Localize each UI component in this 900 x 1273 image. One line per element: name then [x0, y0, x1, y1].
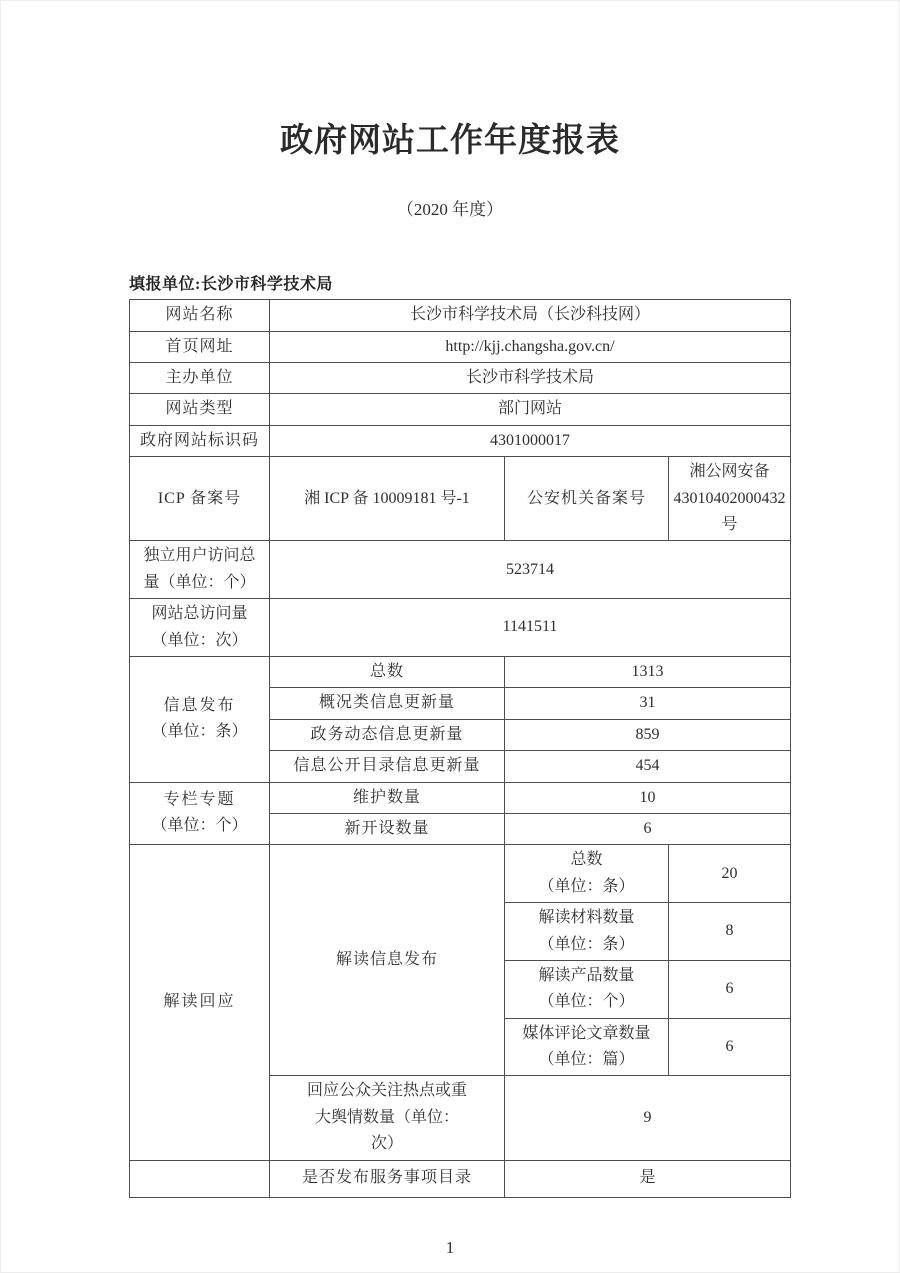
interpretation-item-name: 解读材料数量 — [538, 909, 635, 927]
empty-cell — [130, 1160, 270, 1197]
homepage-url-label: 首页网址 — [130, 331, 270, 362]
icp-label: ICP 备案号 — [130, 457, 270, 541]
special-columns-section-name: 专栏专题 — [163, 791, 236, 809]
report-title: 政府网站工作年度报表 — [280, 120, 620, 159]
interpretation-item-name: 解读产品数量 — [538, 966, 635, 984]
info-publish-item-label: 总数 — [270, 656, 505, 687]
interpretation-item-label — [505, 845, 669, 903]
info-publish-item-value: 31 — [505, 688, 791, 719]
info-publish-item-label: 政务动态信息更新量 — [270, 719, 505, 750]
info-publish-section-unit: （单位：条） — [151, 723, 248, 741]
interpretation-item-name: 总数 — [570, 851, 603, 869]
table-row-site-code — [130, 425, 791, 456]
police-record-value-text: 湘公网安备 43010402000432 号 — [673, 463, 786, 534]
special-columns-section-unit: （单位：个） — [151, 817, 248, 835]
interpretation-item-value: 20 — [669, 845, 791, 903]
report-year-subtitle: （2020 年度） — [396, 200, 504, 220]
interpretation-item-unit: （单位：篇） — [538, 1051, 635, 1069]
table-row-service-catalog — [130, 1160, 791, 1197]
interpretation-item-unit: （单位：条） — [538, 877, 635, 895]
special-columns-item-value: 6 — [505, 813, 791, 844]
interpretation-publish-label: 解读信息发布 — [270, 845, 505, 1076]
table-row-total-visits — [130, 599, 791, 657]
site-code-label: 政府网站标识码 — [130, 425, 270, 456]
site-type-label: 网站类型 — [130, 394, 270, 425]
total-visits-value: 1141511 — [270, 599, 791, 657]
interpretation-item-name: 媒体评论文章数量 — [522, 1024, 651, 1042]
special-columns-item-label: 新开设数量 — [270, 813, 505, 844]
info-publish-item-label: 信息公开目录信息更新量 — [270, 751, 505, 782]
interpretation-section-label: 解读回应 — [130, 845, 270, 1160]
table-row-special-maintained — [130, 782, 791, 813]
police-record-label: 公安机关备案号 — [505, 457, 669, 541]
table-row-site-type — [130, 394, 791, 425]
site-name-label: 网站名称 — [130, 300, 270, 331]
info-publish-item-value: 1313 — [505, 656, 791, 687]
site-type-value: 部门网站 — [270, 394, 791, 425]
interpretation-item-unit: （单位：条） — [538, 935, 635, 953]
special-columns-item-value: 10 — [505, 782, 791, 813]
unique-visitors-label — [130, 541, 270, 599]
total-visits-label-text: 网站总访问量（单位：次） — [151, 605, 248, 649]
reporting-unit: 填报单位:长沙市科学技术局 — [129, 276, 333, 294]
site-code-value: 4301000017 — [270, 425, 791, 456]
info-publish-section-name: 信息发布 — [163, 696, 236, 714]
interpretation-item-value: 6 — [669, 960, 791, 1018]
table-row-icp — [130, 457, 791, 541]
info-publish-section-label — [130, 656, 270, 782]
hotspot-response-label — [270, 1076, 505, 1160]
total-visits-label — [130, 599, 270, 657]
unique-visitors-value: 523714 — [270, 541, 791, 599]
table-row-site-name — [130, 300, 791, 331]
hotspot-response-value: 9 — [505, 1076, 791, 1160]
icp-value: 湘 ICP 备 10009181 号-1 — [270, 457, 505, 541]
table-row-info-publish-total — [130, 656, 791, 687]
info-publish-item-label: 概况类信息更新量 — [270, 688, 505, 719]
police-record-value — [669, 457, 791, 541]
interpretation-item-value: 8 — [669, 903, 791, 961]
table-row-unique-visitors — [130, 541, 791, 599]
organizer-label: 主办单位 — [130, 363, 270, 394]
service-catalog-label: 是否发布服务事项目录 — [270, 1160, 505, 1197]
info-publish-item-value: 859 — [505, 719, 791, 750]
homepage-url-value: http://kjj.changsha.gov.cn/ — [270, 331, 791, 362]
report-table — [129, 299, 791, 1197]
table-row-organizer — [130, 363, 791, 394]
table-row-homepage-url — [130, 331, 791, 362]
site-name-value: 长沙市科学技术局（长沙科技网） — [270, 300, 791, 331]
special-columns-item-label: 维护数量 — [270, 782, 505, 813]
hotspot-response-label-text: 回应公众关注热点或重大舆情数量（单位：次） — [306, 1082, 467, 1153]
unique-visitors-label-text: 独立用户访问总量（单位：个） — [143, 547, 256, 591]
interpretation-item-label — [505, 1018, 669, 1076]
table-row-interpretation-total — [130, 845, 791, 903]
service-catalog-value: 是 — [505, 1160, 791, 1197]
interpretation-item-label — [505, 960, 669, 1018]
interpretation-item-value: 6 — [669, 1018, 791, 1076]
interpretation-item-label — [505, 903, 669, 961]
special-columns-section-label — [130, 782, 270, 845]
interpretation-item-unit: （单位：个） — [538, 993, 635, 1011]
info-publish-item-value: 454 — [505, 751, 791, 782]
organizer-value: 长沙市科学技术局 — [270, 363, 791, 394]
page-number: 1 — [445, 1237, 455, 1257]
